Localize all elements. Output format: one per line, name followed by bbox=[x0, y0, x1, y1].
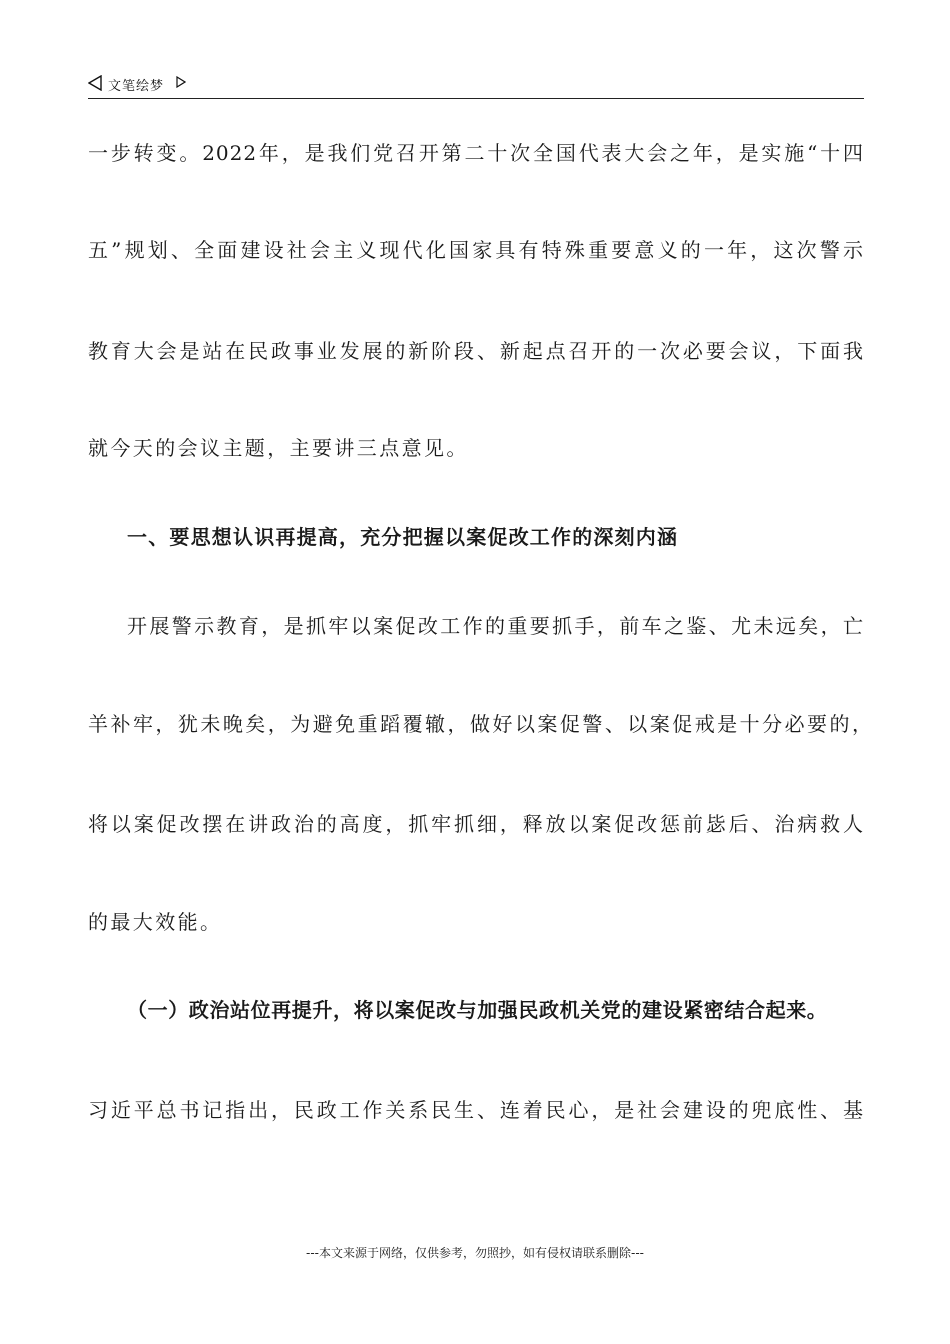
paragraph-line: 五”规划、全面建设社会主义现代化国家具有特殊重要意义的一年，这次警示 bbox=[88, 238, 864, 262]
paragraph-line: 习近平总书记指出，民政工作关系民生、连着民心，是社会建设的兜底性、基 bbox=[88, 1098, 864, 1122]
right-triangle-icon bbox=[176, 76, 186, 88]
paragraph-line: 羊补牢，犹未晚矣，为避免重蹈覆辙，做好以案促警、以案促戒是十分必要的， bbox=[88, 712, 873, 736]
paragraph-line: 教育大会是站在民政事业发展的新阶段、新起点召开的一次必要会议，下面我 bbox=[88, 339, 864, 363]
section-heading: 一、要思想认识再提高，充分把握以案促改工作的深刻内涵 bbox=[127, 525, 679, 549]
footer-notice: ---本文来源于网络，仅供参考，勿照抄，如有侵权请联系删除--- bbox=[306, 1246, 644, 1260]
page-header bbox=[88, 72, 864, 99]
left-triangle-icon bbox=[88, 75, 102, 91]
paragraph-line: 的最大效能。 bbox=[88, 910, 223, 934]
header-brand: 文笔绘梦 bbox=[108, 79, 165, 94]
paragraph-line: 一步转变。2022年，是我们党召开第二十次全国代表大会之年，是实施“十四 bbox=[88, 141, 864, 165]
paragraph-line: 开展警示教育，是抓牢以案促改工作的重要抓手，前车之鉴、尤未远矣，亡 bbox=[127, 614, 864, 638]
paragraph-line: 将以案促改摆在讲政治的高度，抓牢抓细，释放以案促改惩前毖后、治病救人 bbox=[88, 812, 864, 836]
subsection-heading: （一）政治站位再提升，将以案促改与加强民政机关党的建设紧密结合起来。 bbox=[127, 998, 828, 1022]
paragraph-line: 就今天的会议主题，主要讲三点意见。 bbox=[88, 436, 469, 460]
